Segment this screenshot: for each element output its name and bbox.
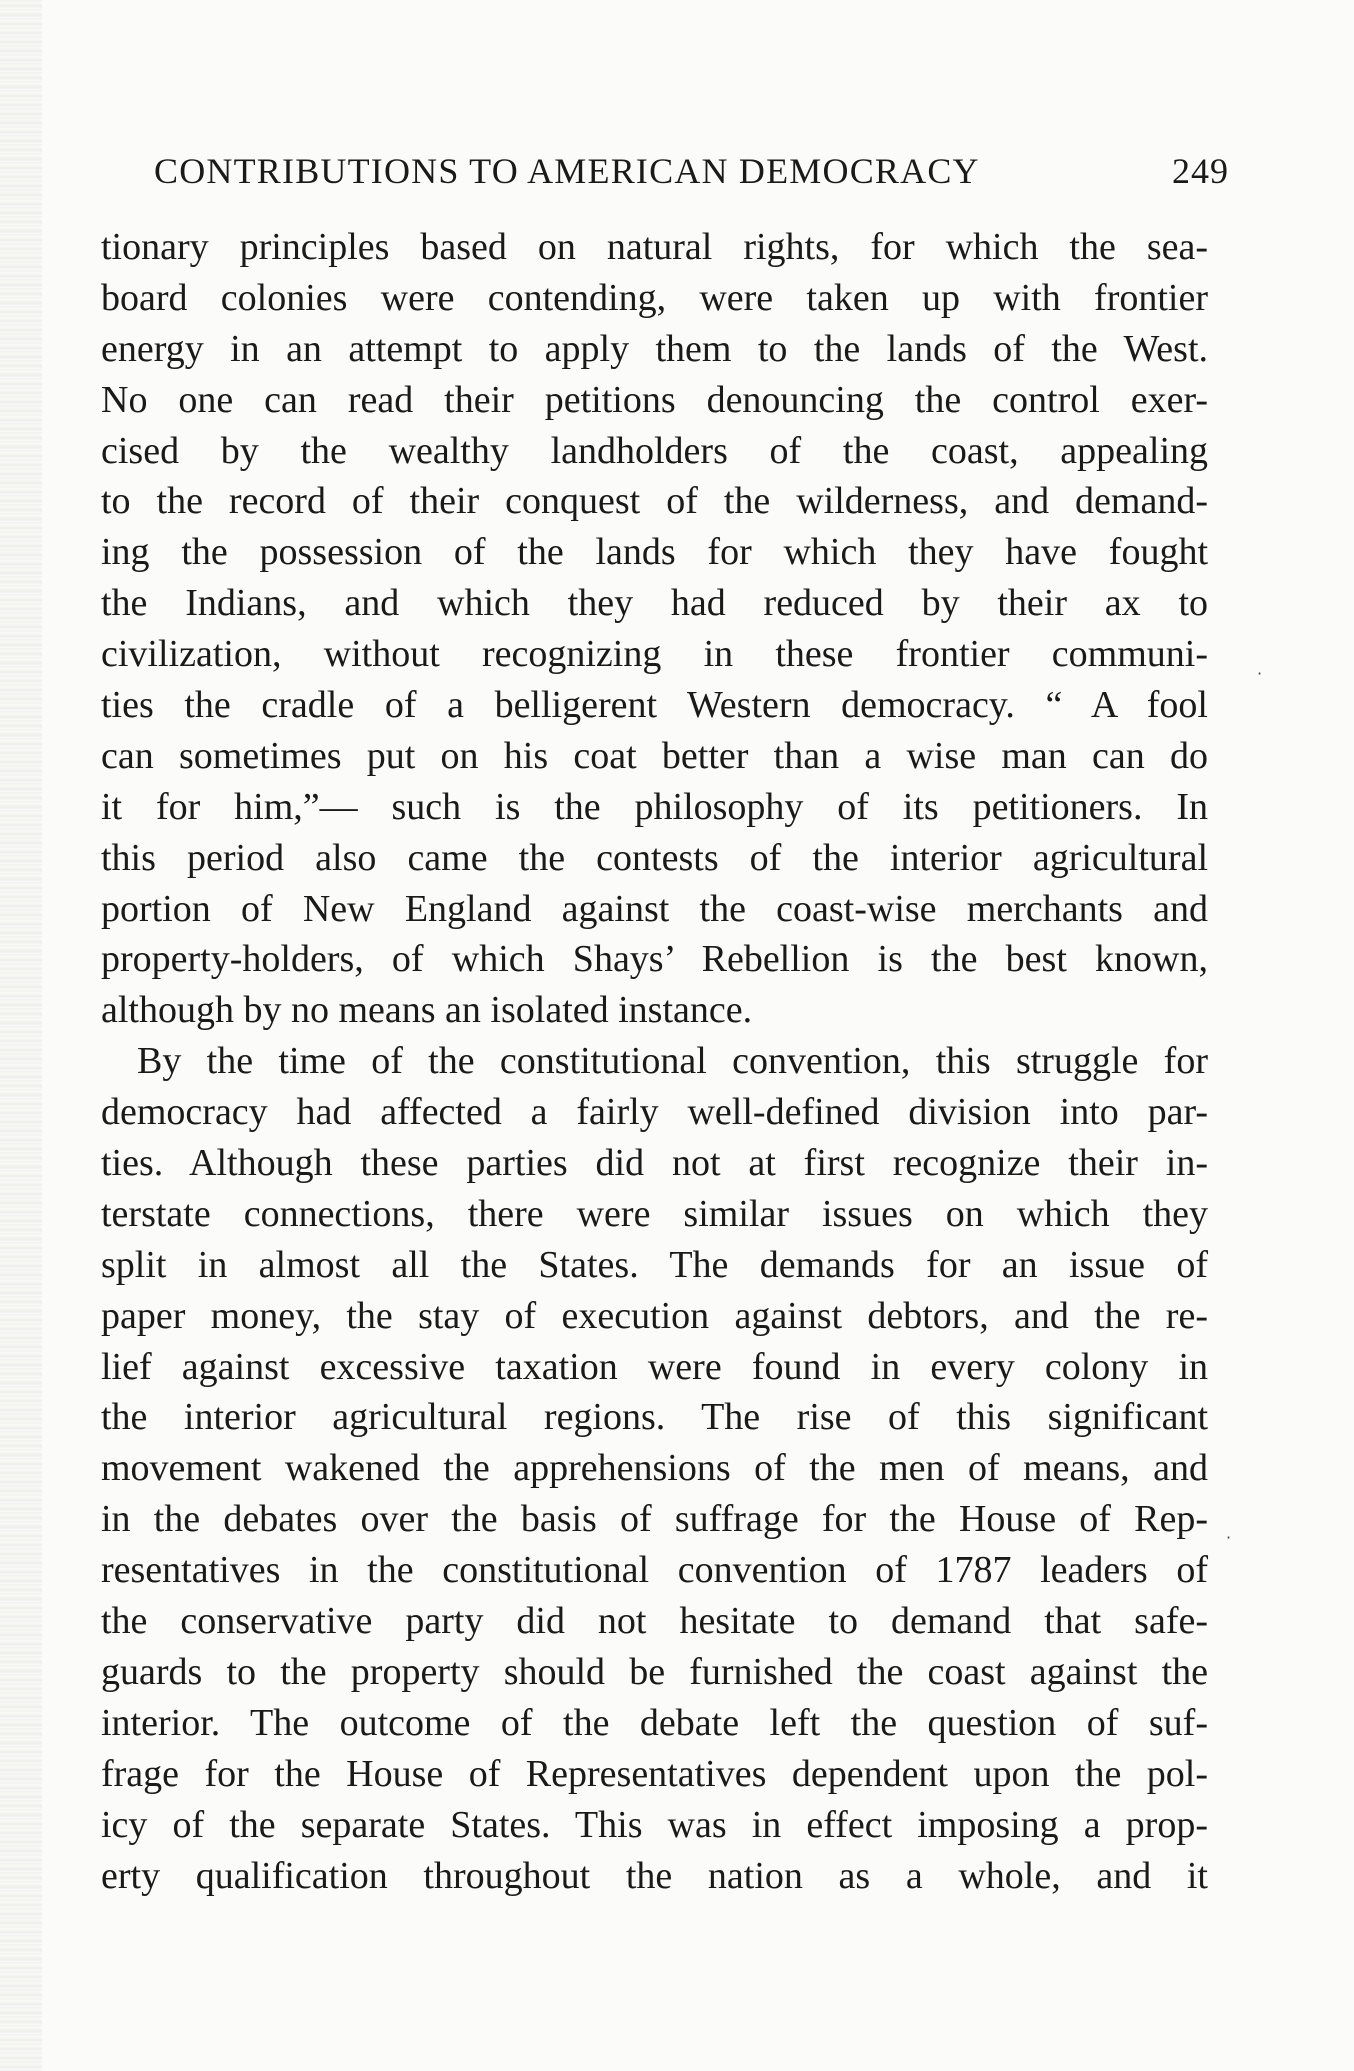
text-line: this period also came the contests of the interior agricultural — [101, 836, 1208, 879]
text-line: ties the cradle of a belligerent Western democracy. “ A fool — [101, 684, 1208, 727]
text-line: cised by the wealthy landholders of the coast, appealing — [101, 429, 1208, 472]
text-line: ing the possession of the lands for which they have fought — [101, 531, 1208, 574]
text-line: erty qualification throughout the nation as a whole, and it — [101, 1854, 1208, 1897]
text-line: civilization, without recognizing in these frontier communi- — [101, 633, 1208, 676]
text-line: the Indians, and which they had reduced by their ax to — [101, 582, 1208, 625]
paragraph-2 — [101, 1036, 1208, 1901]
text-line: resentatives in the constitutional convention of 1787 leaders of — [101, 1549, 1208, 1592]
page-number: 249 — [1172, 151, 1229, 191]
text-line: interior. The outcome of the debate left the question of suf- — [101, 1701, 1208, 1744]
text-line: to the record of their conquest of the wilderness, and demand- — [101, 480, 1208, 523]
text-line: movement wakened the apprehensions of the men of means, and — [101, 1447, 1208, 1490]
text-line: By the time of the constitutional convention, this struggle for — [137, 1040, 1208, 1083]
text-line: the interior agricultural regions. The rise of this significant — [101, 1396, 1208, 1439]
text-line: ties. Although these parties did not at first recognize their in- — [101, 1142, 1208, 1185]
text-line: property-holders, of which Shays’ Rebellion is the best known, — [101, 938, 1208, 981]
text-line: it for him,”— such is the philosophy of its petitioners. In — [101, 785, 1208, 828]
text-line: can sometimes put on his coat better than a wise man can do — [101, 734, 1208, 777]
text-line: frage for the House of Representatives dependent upon the pol- — [101, 1752, 1208, 1795]
scan-speck: · — [1257, 664, 1263, 683]
text-line: board colonies were contending, were taken up with frontier — [101, 276, 1208, 319]
running-head-title: CONTRIBUTIONS TO AMERICAN DEMOCRACY — [154, 151, 980, 191]
text-line: portion of New England against the coast-wise merchants and — [101, 887, 1208, 930]
scan-speck: · — [1226, 1528, 1232, 1547]
text-line: in the debates over the basis of suffrage for the House of Rep- — [101, 1498, 1208, 1541]
body-text — [101, 222, 1208, 1901]
text-line: No one can read their petitions denouncing the control exer- — [101, 378, 1208, 421]
text-line: terstate connections, there were similar issues on which they — [101, 1192, 1208, 1235]
text-line: although by no means an isolated instance. — [101, 989, 753, 1032]
running-head — [154, 150, 1229, 200]
scan-edge-shading — [0, 0, 42, 2071]
text-line: split in almost all the States. The demands for an issue of — [101, 1243, 1208, 1286]
text-line: paper money, the stay of execution against debtors, and the re- — [101, 1294, 1208, 1337]
text-line: guards to the property should be furnished the coast against the — [101, 1650, 1208, 1693]
text-line: energy in an attempt to apply them to the lands of the West. — [101, 327, 1208, 370]
text-line: democracy had affected a fairly well-defined division into par- — [101, 1091, 1208, 1134]
text-line: icy of the separate States. This was in effect imposing a prop- — [101, 1803, 1208, 1846]
text-line: the conservative party did not hesitate to demand that safe- — [101, 1600, 1208, 1643]
paragraph-1 — [101, 222, 1208, 1036]
text-line: lief against excessive taxation were found in every colony in — [101, 1345, 1208, 1388]
text-line: tionary principles based on natural rights, for which the sea- — [101, 226, 1208, 268]
